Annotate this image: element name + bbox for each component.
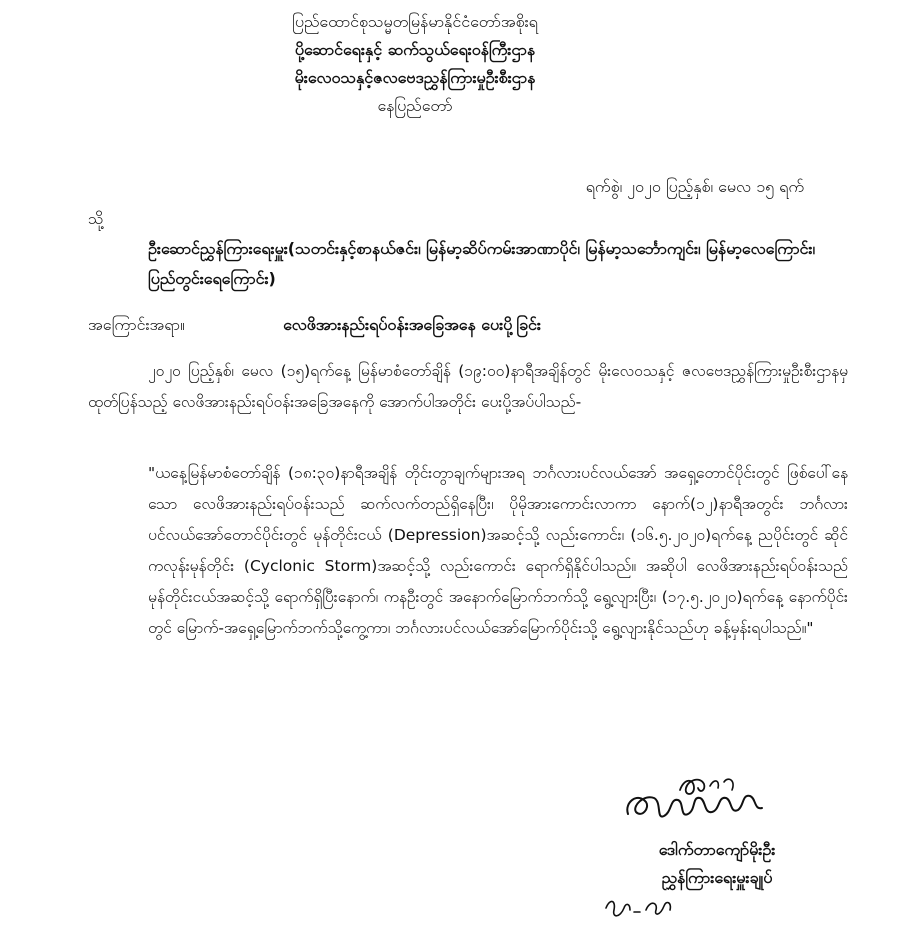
signer-name: ဒေါက်တာကျော်မိုးဦး [658, 840, 776, 859]
letter-date: ရက်စွဲ၊ ၂၀၂၀ ပြည့်နှစ်၊ မေလ ၁၅ ရက် [585, 177, 804, 196]
to-label: သို့ [88, 209, 104, 228]
quoted-paragraph: "ယနေ့မြန်မာစံတော်ချိန် (၁၈:၃၀)နာရီအချိန် တိုင်းတွာချက်များအရ ဘင်္ဂလားပင်လယ်အော် အရှေ့တောင်ပိုင်းတွင် ဖြစ်ပေါ်နေသော လေဖိအားနည်းရပ်ဝန်းသည် ဆက်လက်တည်ရှိနေပြီး၊ ပိုမိုအားကောင်းလာကာ နောက်(၁၂)နာရီအတွင်း ဘင်္ဂလားပင်လယ်အော်တောင်ပိုင်းတွင် မုန်တိုင်းငယ် (Depression)အဆင့်သို့ လည်းကောင်း၊ (၁၆.၅.၂၀၂၀)ရက်နေ့ ညပိုင်းတွင် ဆိုင်ကလုန်းမုန်တိုင်း (Cyclonic Storm)အဆင့်သို့ လည်းကောင်း ရောက်ရှိနိုင်ပါသည်။ အဆိုပါ လေဖိအားနည်းရပ်ဝန်းသည် မုန်တိုင်းငယ်အဆင့်သို့ ရောက်ရှိပြီးနောက်၊ ကနဦးတွင် အနောက်မြောက်ဘက်သို့ ရွေ့လျားပြီး၊ (၁၇.၅.၂၀၂၀)ရက်နေ့ နောက်ပိုင်းတွင် မြောက်-အရှေ့မြောက်ဘက်သို့ကွေ့ကာ၊ ဘင်္ဂလားပင်လယ်အော်မြောက်ပိုင်းသို့ ရွေ့လျားနိုင်သည်ဟု ခန့်မှန်းရပါသည်။" [148, 464, 848, 637]
subject-title: လေဖိအားနည်းရပ်ဝန်းအခြေအနေ ပေးပို့ခြင်း [283, 315, 541, 334]
department-name: မိုးလေဝသနှင့်ဇလဗေဒညွှန်ကြားမှုဦးစီးဌာန [294, 68, 536, 87]
letterhead [250, 8, 580, 120]
subject-line [88, 314, 848, 338]
handwritten-initials [600, 888, 710, 924]
signer-block [602, 836, 832, 892]
signer-position: ညွှန်ကြားရေးမှူးချုပ် [661, 868, 773, 887]
government-name: ပြည်ထောင်စုသမ္မတမြန်မာနိုင်ငံတော်အစိုးရ [292, 12, 538, 31]
signature-image [620, 772, 770, 832]
intro-paragraph: ၂၀၂၀ ပြည့်နှစ်၊ မေလ (၁၅)ရက်နေ့ မြန်မာစံတော်ချိန် (၁၉:၀၀)နာရီအချိန်တွင် မိုးလေဝသနှင့် ဇလဗေဒညွှန်ကြားမှုဦးစီးဌာနမှထုတ်ပြန်သည့် လေဖိအားနည်းရပ်ဝန်းအခြေအနေကို အောက်ပါအတိုင်း ပေးပို့အပ်ပါသည်- [88, 362, 848, 411]
ministry-name: ပို့ဆောင်ရေးနှင့် ဆက်သွယ်ရေးဝန်ကြီးဌာန [294, 40, 536, 59]
city-name: နေပြည်တော် [377, 96, 453, 115]
recipient-block: ဦးဆောင်ညွှန်ကြားရေးမှူး(သတင်းနှင့်စာနယ်ဇင်း၊ မြန်မာ့ဆိပ်ကမ်းအာဏာပိုင်၊ မြန်မာ့သင်္ဘောကျင်း၊ မြန်မာ့လေကြောင်း၊ ပြည်တွင်းရေကြောင်း) [148, 239, 816, 288]
subject-label: အကြောင်းအရာ။ [88, 315, 185, 334]
